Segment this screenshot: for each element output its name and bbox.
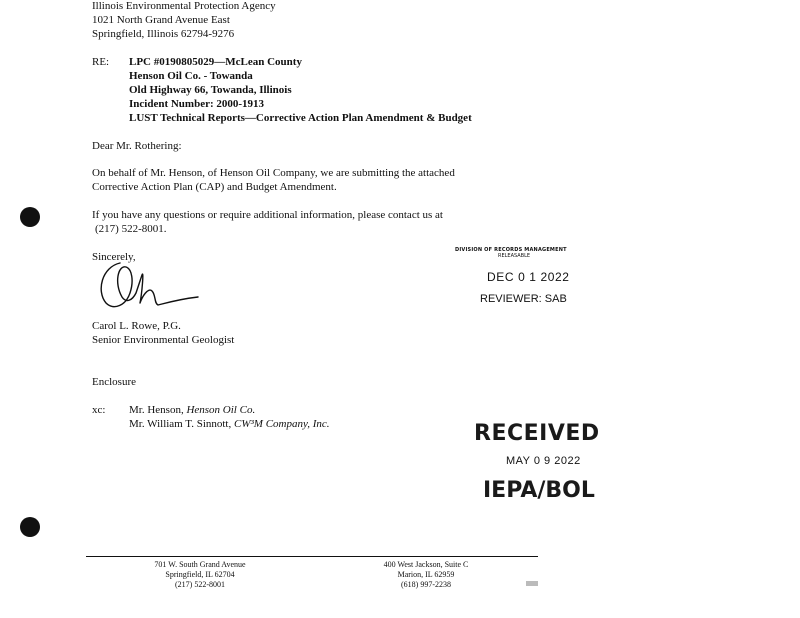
received-stamp-org: IEPA/BOL: [483, 478, 595, 503]
body-para2-line1: If you have any questions or require additional information, please contact us at: [92, 209, 443, 221]
handwritten-signature: [92, 253, 207, 315]
release-stamp-reviewer: REVIEWER: SAB: [480, 293, 567, 305]
cc-row-1: [129, 404, 255, 417]
signer-title: Senior Environmental Geologist: [92, 334, 235, 346]
footer-right-line: 400 West Jackson, Suite C: [383, 560, 469, 569]
body-para1-line2: Corrective Action Plan (CAP) and Budget Amendment.: [92, 181, 337, 193]
enclosure: Enclosure: [92, 376, 136, 388]
re-line-5: LUST Technical Reports—Corrective Action Plan Amendment & Budget: [129, 112, 472, 124]
received-stamp-title: RECEIVED: [474, 421, 600, 446]
footer-right-line: (618) 997-2238: [401, 580, 451, 589]
footer-rule: [86, 556, 538, 557]
release-stamp-status: RELEASABLE: [498, 253, 531, 259]
footer-left-line: (217) 522-8001: [175, 580, 225, 589]
scan-mark: [526, 581, 538, 586]
body-para1-line1: On behalf of Mr. Henson, of Henson Oil Company, we are submitting the attached: [92, 167, 455, 179]
re-line-3: Old Highway 66, Towanda, Illinois: [129, 84, 292, 96]
footer-right-line: Marion, IL 62959: [397, 570, 455, 579]
closing: Sincerely,: [92, 251, 136, 263]
salutation: Dear Mr. Rothering:: [92, 140, 182, 152]
re-line-2: Henson Oil Co. - Towanda: [129, 70, 253, 82]
release-stamp-header: DIVISION OF RECORDS MANAGEMENT: [455, 247, 567, 253]
footer-left-line: Springfield, IL 62704: [165, 570, 235, 579]
cc-label: xc:: [92, 404, 106, 416]
footer-left-line: 701 W. South Grand Avenue: [154, 560, 246, 569]
cc-name: Mr. Henson,: [129, 404, 187, 416]
cc-company: CW³M Company, Inc.: [233, 418, 330, 430]
addressee-city: Springfield, Illinois 62794-9276: [92, 28, 235, 40]
re-line-1: LPC #0190805029—McLean County: [129, 56, 302, 68]
cc-name: Mr. William T. Sinnott,: [129, 418, 234, 430]
hole-punch-top: [20, 207, 40, 227]
addressee-agency: Illinois Environmental Protection Agency: [92, 0, 276, 12]
received-stamp-date: MAY 0 9 2022: [506, 455, 581, 467]
body-para2-line2: (217) 522-8001.: [95, 223, 167, 235]
re-line-4: Incident Number: 2000-1913: [129, 98, 265, 110]
signer-name: Carol L. Rowe, P.G.: [92, 320, 181, 332]
hole-punch-bottom: [20, 517, 40, 537]
footer-address-right: [368, 560, 484, 590]
cc-company: Henson Oil Co.: [186, 404, 256, 416]
re-label: RE:: [92, 56, 110, 68]
footer-address-left: [140, 560, 260, 590]
addressee-street: 1021 North Grand Avenue East: [92, 14, 230, 26]
release-stamp-date: DEC 0 1 2022: [487, 270, 570, 284]
cc-row-2: [129, 418, 330, 431]
